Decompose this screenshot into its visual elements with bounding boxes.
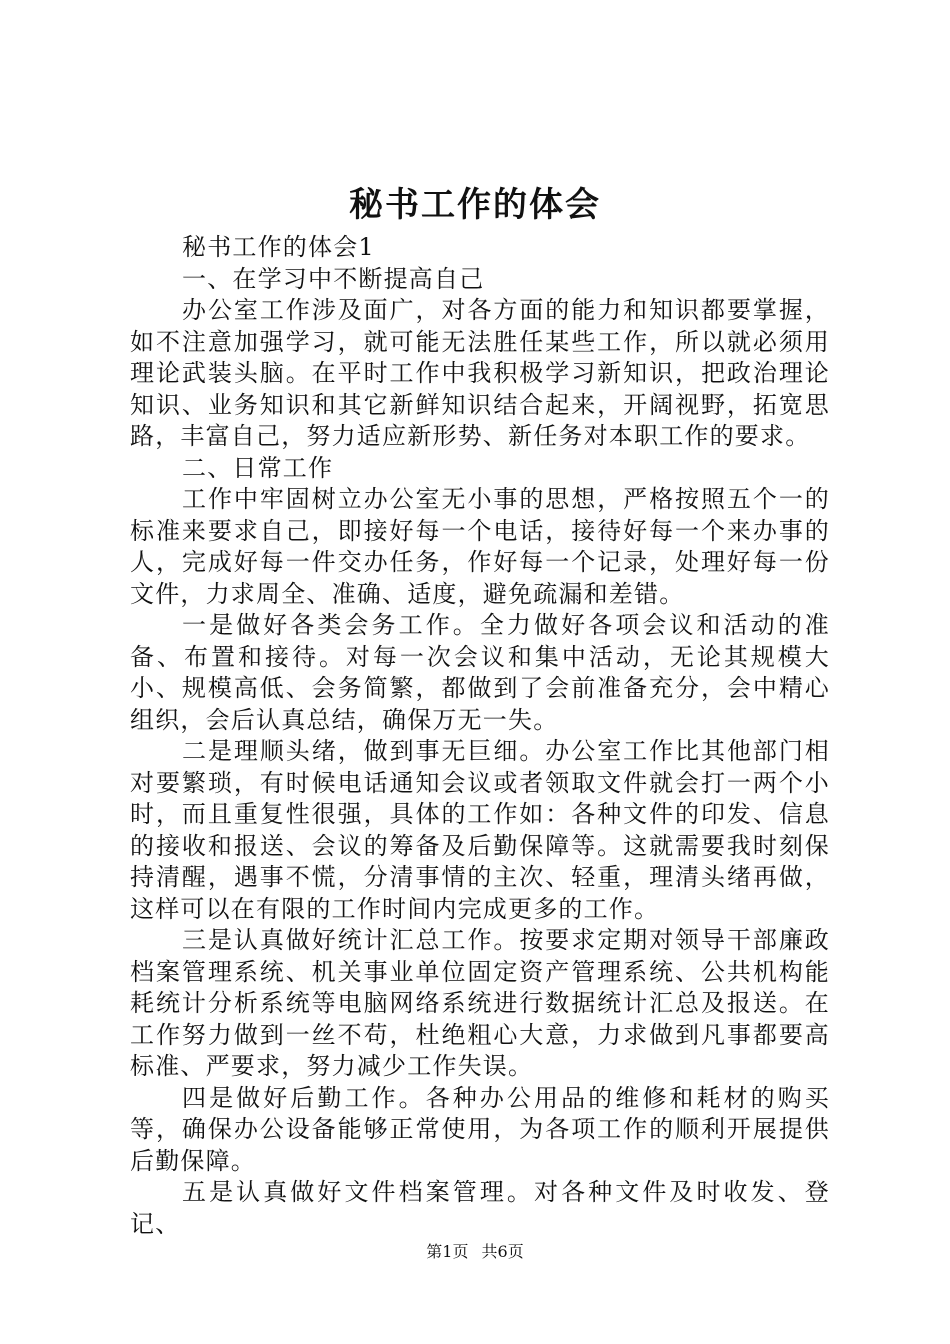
- document-body: [130, 232, 830, 1240]
- page-total: 共6页: [481, 1242, 524, 1261]
- paragraph: 三是认真做好统计汇总工作。按要求定期对领导干部廉政档案管理系统、机关事业单位固定资产管理系统、公共机构能耗统计分析系统等电脑网络系统进行数据统计汇总及报送。在工作努力做到一丝不苟，杜绝粗心大意，力求做到凡事都要高标准、严要求，努力减少工作失误。: [130, 926, 830, 1080]
- paragraph: 二是理顺头绪，做到事无巨细。办公室工作比其他部门相对要繁琐，有时候电话通知会议或者领取文件就会打一两个小时，而且重复性很强，具体的工作如：各种文件的印发、信息的接收和报送、会议的筹备及后勤保障等。这就需要我时刻保持清醒，遇事不慌，分清事情的主次、轻重，理清头绪再做，这样可以在有限的工作时间内完成更多的工作。: [130, 737, 830, 923]
- section-heading: 一、在学习中不断提高自己: [182, 264, 485, 293]
- page-number: 第1页: [426, 1242, 469, 1261]
- page-footer: [0, 1240, 950, 1264]
- document-title: 秘书工作的体会: [349, 185, 601, 225]
- paragraph: 五是认真做好文件档案管理。对各种文件及时收发、登记、: [130, 1178, 830, 1238]
- paragraph: 秘书工作的体会1: [182, 233, 375, 261]
- paragraph: 办公室工作涉及面广，对各方面的能力和知识都要掌握，如不注意加强学习，就可能无法胜任某些工作，所以就必须用理论武装头脑。在平时工作中我积极学习新知识，把政治理论知识、业务知识和其它新鲜知识结合起来，开阔视野，拓宽思路，丰富自己，努力适应新形势、新任务对本职工作的要求。: [130, 296, 830, 450]
- paragraph: 四是做好后勤工作。各种办公用品的维修和耗材的购买等，确保办公设备能够正常使用，为各项工作的顺利开展提供后勤保障。: [130, 1083, 830, 1175]
- paragraph: 一是做好各类会务工作。全力做好各项会议和活动的准备、布置和接待。对每一次会议和集中活动，无论其规模大小、规模高低、会务简繁，都做到了会前准备充分，会中精心组织，会后认真总结，确保万无一失。: [130, 611, 830, 734]
- section-heading: 二、日常工作: [182, 453, 334, 482]
- paragraph: 工作中牢固树立办公室无小事的思想，严格按照五个一的标准来要求自己，即接好每一个电话，接待好每一个来办事的人，完成好每一件交办任务，作好每一个记录，处理好每一份文件，力求周全、准确、适度，避免疏漏和差错。: [130, 485, 830, 608]
